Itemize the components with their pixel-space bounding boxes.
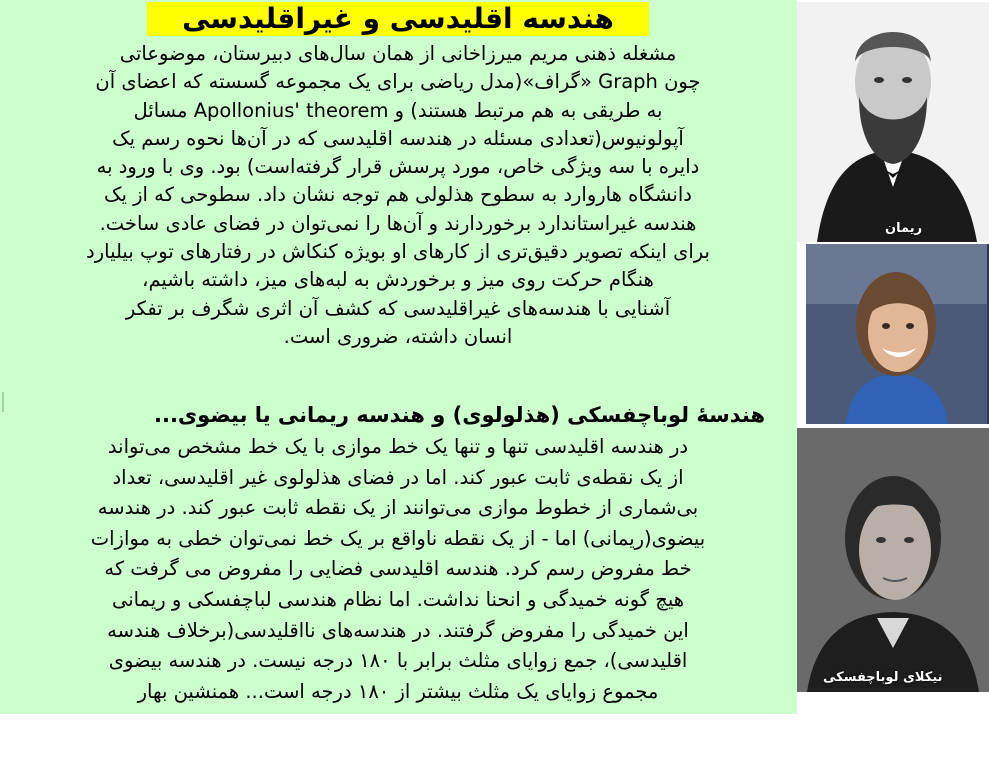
text-line: در هندسه اقلیدسی تنها و تنها یک خط موازی با یک خط مشخص می‌تواند — [107, 435, 689, 458]
mirzakhani-portrait — [806, 244, 989, 424]
geometry-paragraph — [4, 432, 792, 712]
intro-paragraph — [4, 40, 792, 380]
page-title: هندسه اقلیدسی و غیراقلیدسی — [147, 2, 649, 36]
section-heading: هندسهٔ لوباچفسکی (هذلولوی) و هندسه ریمانی یا بیضوی... — [154, 403, 765, 427]
text-line: چون Graph «گراف»(مدل ریاضی برای یک مجموعه گسسته که اعضای آن — [95, 70, 701, 94]
text-line: هندسه غیراستاندارد برخوردارند و آن‌ها را نمی‌توان در فضای عادی ساخت. — [99, 211, 697, 235]
text-line: مجموع زوایای یک مثلث بیشتر از ۱۸۰ درجه است... همنشین بهار — [137, 679, 659, 703]
portrait-caption: نیکلای لوباچفسکی — [823, 670, 943, 685]
text-line: آپولونیوس(تعدادی مسئله در هندسه اقلیدسی که در آن‌ها نحوه رسم یک — [112, 126, 684, 150]
divider-mark — [2, 392, 4, 412]
text-line: انسان داشته، ضروری است. — [283, 324, 513, 348]
text-line: دایره با سه ویژگی خاص، مورد پرسش قرار گرفته‌است) بود. وی با ورود به — [96, 155, 700, 179]
lobachevsky-portrait — [797, 428, 989, 692]
text-line: بیضوی(ریمانی) اما - از یک نقطه ناواقع بر یک خط نمی‌توان خطی به موازات — [90, 526, 706, 550]
text-line: به طریقی به هم مرتبط هستند) و Apollonius' theorem مسائل — [133, 98, 663, 122]
text-line: برای اینکه تصویر دقیق‌تری از کارهای او بویژه کنکاش در رفتارهای توپ بیلیارد — [86, 240, 710, 264]
text-line: هیچ گونه خمیدگی و انحنا نداشت. اما نظام هندسی لباچفسکی و ریمانی — [111, 587, 685, 611]
text-line: اقلیدسی)، جمع زوایای مثلث برابر با ۱۸۰ درجه نیست. در هندسه بیضوی — [108, 649, 688, 673]
text-line: این خمیدگی را مفروض گرفتند. در هندسه‌های نااقلیدسی(برخلاف هندسه — [107, 618, 689, 642]
text-line: مشغله ذهنی مریم میرزاخانی از همان سال‌های دبیرستان، موضوعاتی — [119, 42, 677, 65]
text-line: خط مفروض رسم کرد. هندسه اقلیدسی فضایی را مفروض می گرفت که — [104, 557, 692, 581]
text-line: بی‌شماری از خطوط موازی می‌توانند از یک نقطه ثابت عبور کند. در هندسه — [97, 496, 699, 520]
riemann-portrait — [797, 2, 989, 242]
text-line: آشنایی با هندسه‌های غیراقلیدسی که کشف آن اثری شگرف بر تفکر — [125, 296, 671, 320]
text-line: دانشگاه هاروارد به سطوح هذلولی هم توجه نشان داد. سطوحی که از یک — [104, 183, 692, 207]
portrait-image — [797, 2, 989, 242]
text-line: هنگام حرکت روی میز و برخوردش به لبه‌های میز، داشته باشیم، — [142, 268, 654, 292]
portrait-image — [797, 428, 989, 692]
text-line: از یک نقطه‌ی ثابت عبور کند. اما در فضای هذلولوی غیر اقلیدسی، تعداد — [112, 465, 684, 489]
portrait-image — [806, 244, 987, 424]
portrait-caption: ریمان — [885, 221, 923, 236]
